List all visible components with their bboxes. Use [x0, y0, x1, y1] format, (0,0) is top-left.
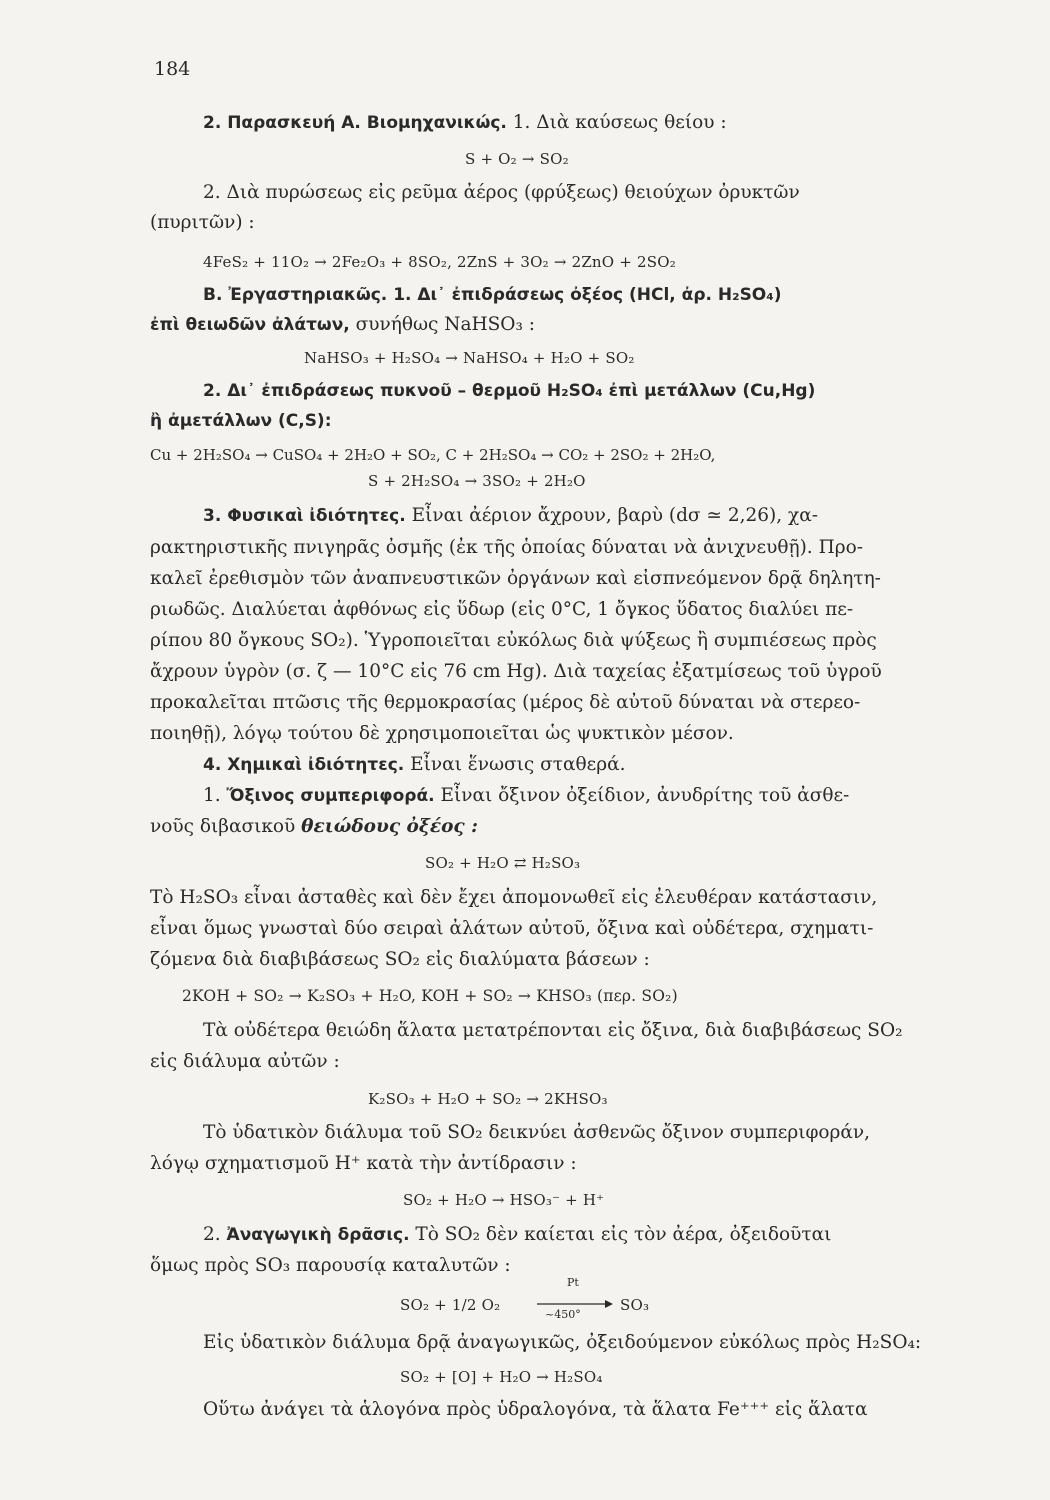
line-30: εἰς διάλυμα αὐτῶν : [150, 1051, 340, 1072]
equation-5: S + 2H₂SO₄ → 3SO₂ + 2H₂O [368, 472, 586, 490]
line-23 [150, 814, 478, 840]
line-13-text: Εἶναι ἀέριον ἄχρουν, βαρὺ (dσ ≃ 2,26), χα- [405, 505, 818, 526]
line-16: ριωδῶς. Διαλύεται ἀφθόνως εἰς ὕδωρ (εἰς 0°C, 1 ὄγκος ὕδατος διαλύει πε- [150, 599, 854, 620]
line-15: καλεῖ ἐρεθισμὸν τῶν ἀναπνευστικῶν ὀργάνων καὶ εἰσπνεόμενον δρᾷ δηλητη- [150, 568, 881, 589]
line-35 [203, 1222, 831, 1248]
equation-10-left: SO₂ + 1/2 O₂ [400, 1296, 501, 1314]
line-25: Τὸ H₂SO₃ εἶναι ἀσταθὲς καὶ δὲν ἔχει ἀπομονωθεῖ εἰς ἐλευθέραν κατάστασιν, [150, 887, 878, 908]
line-38: Εἰς ὑδατικὸν διάλυμα δρᾷ ἀναγωγικῶς, ὀξειδούμενον εὐκόλως πρὸς H₂SO₄: [203, 1332, 922, 1353]
equation-2: 4FeS₂ + 11O₂ → 2Fe₂O₃ + 8SO₂, 2ZnS + 3O₂ → 2ZnO + 2SO₂ [203, 253, 676, 271]
line-7-text: συνήθως NaHSO₃ : [349, 314, 536, 335]
equation-9: SO₂ + H₂O → HSO₃⁻ + H⁺ [403, 1191, 605, 1209]
line-32: Τὸ ὑδατικὸν διάλυμα τοῦ SO₂ δεικνύει ἀσθενῶς ὄξινον συμπεριφοράν, [203, 1122, 871, 1143]
line-35-text: Τὸ SO₂ δὲν καίεται εἰς τὸν ἀέρα, ὀξειδοῦται [409, 1224, 832, 1245]
heading-acidic-behavior: Ὄξινος συμπεριφορά. [226, 786, 435, 806]
line-33: λόγῳ σχηματισμοῦ H⁺ κατὰ τὴν ἀντίδρασιν : [150, 1153, 577, 1174]
line-26: εἶναι ὅμως γνωσταὶ δύο σειραὶ ἀλάτων αὐτοῦ, ὄξινα καὶ οὐδέτερα, σχηματι- [150, 918, 874, 939]
equation-10-right: SO₃ [620, 1296, 650, 1314]
heading-physical-properties: 3. Φυσικαὶ ἰδιότητες. [203, 506, 406, 526]
line-3: 2. Διὰ πυρώσεως εἰς ρεῦμα ἀέρος (φρύξεως) θειούχων ὀρυκτῶν [203, 182, 800, 203]
equation-8: K₂SO₃ + H₂O + SO₂ → 2KHSO₃ [368, 1090, 608, 1108]
line-29: Τὰ οὐδέτερα θειώδη ἅλατα μετατρέπονται εἰς ὄξινα, διὰ διαβιβάσεως SO₂ [203, 1020, 903, 1041]
line-17: ρίπου 80 ὄγκους SO₂). Ὑγροποιεῖται εὐκόλως διὰ ψύξεως ἢ συμπιέσεως πρὸς [150, 630, 877, 651]
equation-3: NaHSO₃ + H₂SO₄ → NaHSO₄ + H₂O + SO₂ [304, 349, 635, 367]
line-22-text: Εἶναι ὄξινον ὀξείδιον, ἀνυδρίτης τοῦ ἀσθε- [434, 785, 850, 806]
line-23-text: νοῦς διβασικοῦ [150, 816, 302, 837]
line-1 [203, 110, 727, 136]
line-14: ρακτηριστικῆς πνιγηρᾶς ὀσμῆς (ἐκ τῆς ὁποίας δύναται νὰ ἀνιχνευθῇ). Προ- [150, 537, 863, 558]
line-7 [150, 312, 535, 338]
equation-4: Cu + 2H₂SO₄ → CuSO₄ + 2H₂O + SO₂, C + 2H₂SO₄ → CO₂ + 2SO₂ + 2H₂O, [150, 446, 716, 464]
line-4: (πυριτῶν) : [150, 212, 255, 233]
heading-chemical-properties: 4. Χημικαὶ ἰδιότητες. [203, 755, 405, 775]
equation-1: S + O₂ → SO₂ [465, 150, 569, 168]
line-20: ποιηθῇ), λόγῳ τούτου δὲ χρησιμοποιεῖται ὡς ψυκτικὸν μέσον. [150, 723, 734, 744]
equation-7: 2KOH + SO₂ → K₂SO₃ + H₂O, KOH + SO₂ → KHSO₃ (περ. SO₂) [182, 987, 678, 1005]
line-40: Οὕτω ἀνάγει τὰ ἁλογόνα πρὸς ὑδραλογόνα, τὰ ἅλατα Fe⁺⁺⁺ εἰς ἅλατα [203, 1399, 868, 1420]
heading-reducing-action: Ἀναγωγικὴ δρᾶσις. [226, 1225, 410, 1245]
line-9: 2. Δι᾽ ἐπιδράσεως πυκνοῦ – θερμοῦ H₂SO₄ ἐπὶ μετάλλων (Cu,Hg) [203, 381, 816, 401]
line-13 [203, 503, 818, 529]
page-number: 184 [154, 58, 191, 80]
temperature-label: ~450° [545, 1308, 581, 1321]
line-21-text: Εἶναι ἕνωσις σταθερά. [404, 754, 626, 775]
sulfurous-acid-term: θειώδους ὀξέος : [301, 816, 478, 837]
catalyst-label: Pt [567, 1276, 579, 1289]
line-22-num: 1. [203, 785, 227, 806]
line-1-text: 1. Διὰ καύσεως θείου : [506, 112, 727, 133]
line-18: ἄχρουν ὑγρὸν (σ. ζ — 10°C εἰς 76 cm Hg). Διὰ ταχείας ἐξατμίσεως τοῦ ὑγροῦ [150, 661, 882, 682]
line-10: ἢ ἀμετάλλων (C,S): [150, 411, 332, 431]
heading-preparation: 2. Παρασκευή Α. Βιομηχανικώς. [203, 113, 507, 133]
equation-6: SO₂ + H₂O ⇄ H₂SO₃ [425, 854, 581, 872]
equation-11: SO₂ + [O] + H₂O → H₂SO₄ [400, 1368, 603, 1386]
line-35-num: 2. [203, 1224, 227, 1245]
line-27: ζόμενα διὰ διαβιβάσεως SO₂ εἰς διαλύματα βάσεων : [150, 949, 650, 970]
line-21 [203, 752, 626, 778]
line-22 [203, 783, 849, 809]
line-19: προκαλεῖται πτῶσις τῆς θερμοκρασίας (μέρος δὲ αὐτοῦ δύναται νὰ στερεο- [150, 692, 861, 713]
line-36: ὅμως πρὸς SO₃ παρουσίᾳ καταλυτῶν : [150, 1255, 511, 1276]
line-7-bold: ἐπὶ θειωδῶν ἀλάτων, [150, 315, 350, 335]
heading-laboratory: B. Ἐργαστηριακῶς. 1. Δι᾽ ἐπιδράσεως ὀξέος (HCl, ἀρ. H₂SO₄) [203, 285, 782, 305]
